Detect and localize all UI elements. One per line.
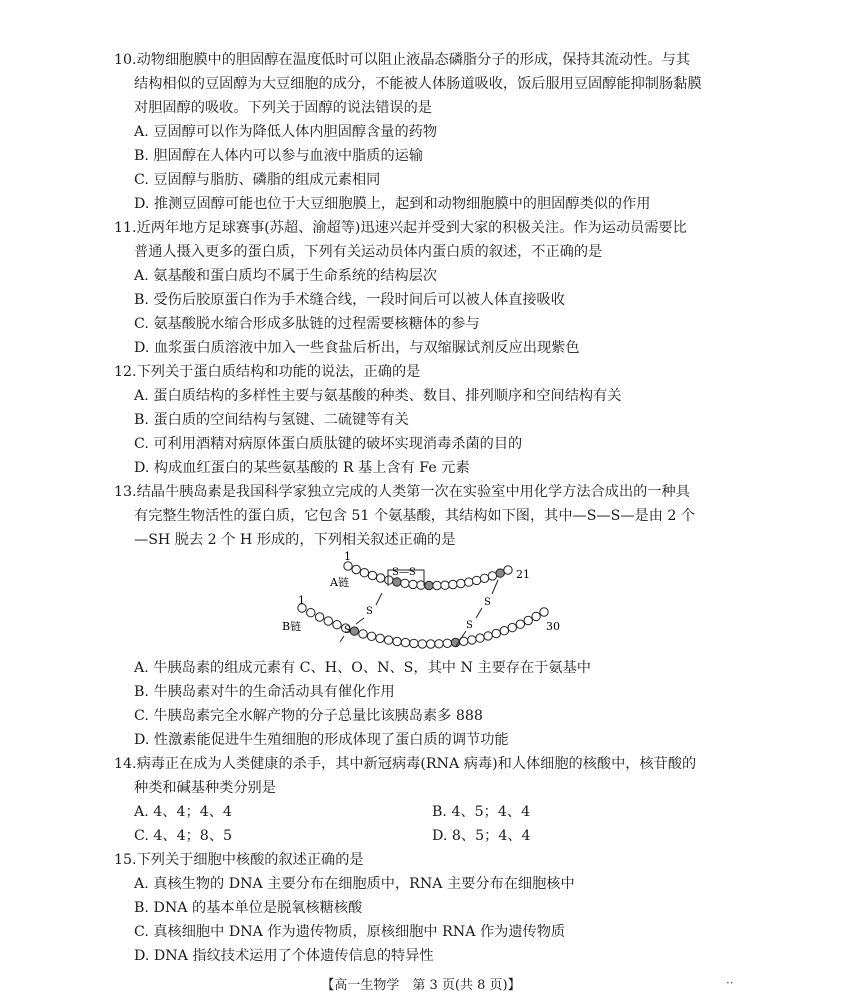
interchain-bond-right-2 [476,608,482,618]
question-13-stem-line-2: 有完整生物活性的蛋白质，它包含 51 个氨基酸，其结构如下图，其中—S—S—是由 2 个 [134,508,696,524]
chain-a-label: A链 [330,576,349,589]
question-13-stem-line-1: 13.结晶牛胰岛素是我国科学家独立完成的人类第一次在实验室中用化学方法合成出的一种具 [114,484,690,500]
chain-b-residue-9 [367,632,375,640]
page-footer: 【高一生物学 第 3 页(共 8 页)】 [321,978,521,993]
chain-b-residue-5 [333,621,341,629]
chain-b-residue-28 [524,616,532,624]
chain-b-residue-17 [435,640,443,648]
chain-b-residue-12 [393,637,401,645]
question-10-stem-line-3: 对胆固醇的吸收。下列关于固醇的说法错误的是 [134,100,432,116]
question-13-stem-line-3: —SH 脱去 2 个 H 形成的，下列相关叙述正确的是 [134,532,456,548]
corner-mark: ·· [726,976,734,990]
chain-a-start: 1 [344,550,351,563]
question-12-stem-line-1: 12.下列关于蛋白质结构和功能的说法，正确的是 [114,364,421,380]
chain-b-residue-10 [376,634,384,642]
question-13-option-b: B. 牛胰岛素对牛的生命活动具有催化作用 [134,684,395,700]
question-11-stem-line-2: 普通人摄入更多的蛋白质，下列有关运动员体内蛋白质的叙述，不正确的是 [134,244,603,260]
question-10-stem-line-2: 结构相似的豆固醇为大豆细胞的成分，不能被人体肠道吸收，饭后服用豆固醇能抑制肠黏膜 [134,76,702,92]
chain-a-residue-5 [376,574,384,582]
chain-a-residue-3 [360,569,368,577]
chain-b-residue-3 [315,613,323,621]
question-11-option-b: B. 受伤后胶原蛋白作为手术缝合线，一段时间后可以被人体直接吸收 [134,292,565,308]
chain-b-residue-8 [359,630,367,638]
chain-b-residue-16 [427,640,435,648]
interchain-bond-left-3 [340,636,344,642]
chain-a-residue-2 [352,565,360,573]
interchain-bond-right-s2: S [466,620,473,631]
question-15-option-a: A. 真核生物的 DNA 主要分布在细胞质中，RNA 主要分布在细胞核中 [134,876,575,892]
chain-a-residue-17 [472,576,480,584]
interchain-bond-left-2 [356,618,364,624]
chain-a-residue-14 [449,580,457,588]
question-10-option-c: C. 豆固醇与脂肪、磷脂的组成元素相同 [134,172,381,188]
question-14-option-c: C. 4、4；8、5 [134,828,233,844]
interchain-bond-right-s1: S [484,597,491,608]
chain-a-residue-7 [393,578,401,586]
question-13-option-a: A. 牛胰岛素的组成元素有 C、H、O、N、S，其中 N 主要存在于氨基中 [134,660,591,676]
chain-b-residue-30 [540,608,548,616]
chain-a-residue-4 [368,571,376,579]
question-10-stem-line-1: 10.动物细胞膜中的胆固醇在温度低时可以阻止液晶态磷脂分子的形成，保持其流动性。与其 [114,52,690,68]
chain-a-residue-1 [344,562,352,570]
chain-b-beads [298,604,548,648]
question-14-stem-line-1: 14.病毒正在成为人类健康的杀手，其中新冠病毒(RNA 病毒)和人体细胞的核酸中，核苷酸的 [114,756,697,772]
chain-a-residue-16 [465,578,473,586]
chain-b-residue-23 [484,632,492,640]
chain-a-residue-18 [480,574,488,582]
question-14-option-a: A. 4、4；4、4 [134,804,232,820]
question-11-option-d: D. 血浆蛋白质溶液中加入一些食盐后析出，与双缩脲试剂反应出现紫色 [134,340,580,356]
chain-b-end: 30 [546,620,560,633]
chain-a-residue-8 [401,579,409,587]
chain-a-residue-11 [425,581,433,589]
chain-a-residue-21 [504,566,512,574]
chain-b-residue-21 [468,636,476,644]
question-12-option-b: B. 蛋白质的空间结构与氢键、二硫键等有关 [134,412,409,428]
chain-b-residue-29 [532,612,540,620]
chain-a-residue-15 [457,579,465,587]
question-11-option-c: C. 氨基酸脱水缩合形成多肽链的过程需要核糖体的参与 [134,316,480,332]
chain-a-end: 21 [516,568,530,581]
chain-a-residue-20 [496,569,504,577]
question-13-option-c: C. 牛胰岛素完全水解产物的分子总量比该胰岛素多 888 [134,708,483,724]
chain-b-residue-13 [401,638,409,646]
question-14-option-b: B. 4、5；4、4 [432,804,531,820]
chain-b-residue-14 [410,639,418,647]
chain-a-residue-13 [441,581,449,589]
question-15-option-b: B. DNA 的基本单位是脱氧核糖核酸 [134,900,363,916]
chain-b-label: B链 [282,620,302,633]
question-11-stem-line-1: 11.近两年地方足球赛事(苏超、渝超等)迅速兴起并受到大家的积极关注。作为运动员需要比 [114,220,687,236]
question-15-option-c: C. 真核细胞中 DNA 作为遗传物质，原核细胞中 RNA 作为遗传物质 [134,924,566,940]
chain-a-beads [344,562,512,590]
interchain-bond-right-1 [492,580,498,594]
chain-b-residue-27 [516,620,524,628]
question-13-option-d: D. 性激素能促进牛生殖细胞的形成体现了蛋白质的调节功能 [134,732,509,748]
insulin-structure-figure [280,548,580,658]
question-14-option-d: D. 8、5；4、4 [432,828,531,844]
intra-a-bond-label: S—S [392,567,416,578]
question-15-option-d: D. DNA 指纹技术运用了个体遗传信息的特异性 [134,948,434,964]
question-12-option-a: A. 蛋白质结构的多样性主要与氨基酸的种类、数目、排列顺序和空间结构有关 [134,388,622,404]
question-10-option-a: A. 豆固醇可以作为降低人体内胆固醇含量的药物 [134,124,438,140]
chain-a-residue-19 [488,572,496,580]
chain-b-residue-7 [350,627,358,635]
chain-b-residue-22 [476,634,484,642]
interchain-bond-left-s2: S [344,625,351,636]
question-10-option-d: D. 推测豆固醇可能也位于大豆细胞膜上，起到和动物细胞膜中的胆固醇类似的作用 [134,196,651,212]
chain-b-residue-4 [324,617,332,625]
chain-a-residue-9 [409,580,417,588]
question-10-option-b: B. 胆固醇在人体内可以参与血液中脂质的运输 [134,148,424,164]
question-12-option-c: C. 可利用酒精对病原体蛋白质肽键的破坏实现消毒杀菌的目的 [134,436,523,452]
chain-b-residue-26 [508,623,516,631]
chain-b-residue-11 [384,636,392,644]
interchain-bond-left-s1: S [366,606,373,617]
question-12-option-d: D. 构成血红蛋白的某些氨基酸的 R 基上含有 Fe 元素 [134,460,470,476]
chain-b-residue-2 [307,609,315,617]
chain-a-residue-12 [433,581,441,589]
chain-b-start: 1 [298,594,305,607]
question-15-stem-line-1: 15.下列关于细胞中核酸的叙述正确的是 [114,852,364,868]
question-14-stem-line-2: 种类和碱基种类分别是 [134,780,276,796]
chain-b-residue-25 [500,627,508,635]
question-11-option-a: A. 氨基酸和蛋白质均不属于生命系统的结构层次 [134,268,438,284]
interchain-bond-left-1 [376,593,382,605]
chain-b-residue-24 [492,629,500,637]
chain-b-residue-15 [418,640,426,648]
chain-b-residue-18 [443,639,451,647]
